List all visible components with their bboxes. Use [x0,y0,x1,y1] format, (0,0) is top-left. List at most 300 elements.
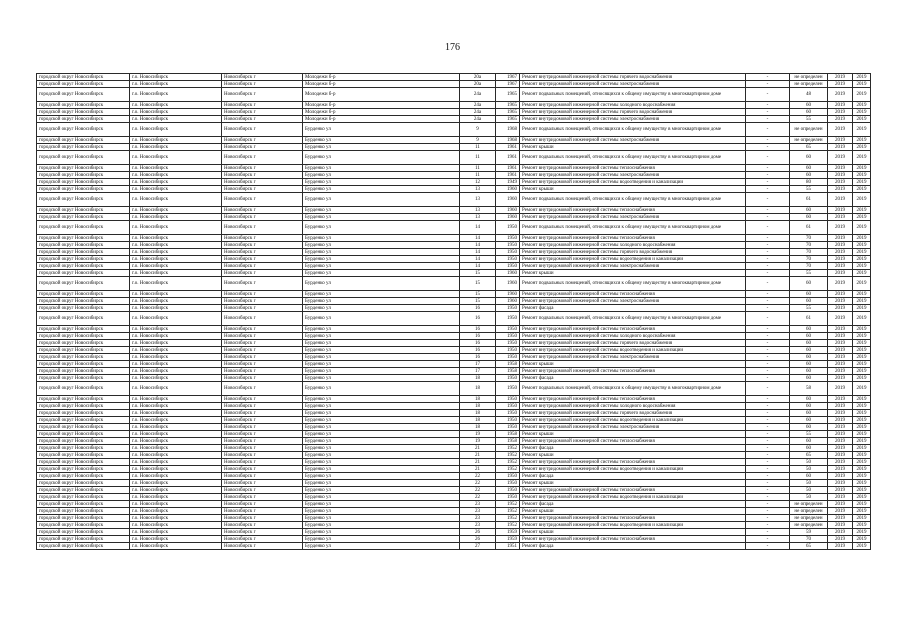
year-built-cell: 1950 [496,340,520,347]
year-from-cell: 2019 [828,137,853,144]
house-number-cell: 11 [460,144,496,151]
settlement-cell: г.о. Новосибирск [130,382,222,396]
year-from-cell: 2019 [828,438,853,445]
year-built-cell: 1950 [496,396,520,403]
cost-cell: 60 [790,214,828,221]
year-to-cell: 2019 [853,116,871,123]
dash-cell: - [746,396,790,403]
house-number-cell: 15 [460,291,496,298]
settlement-cell: г.о. Новосибирск [130,214,222,221]
street-cell: Бурденко ул [303,396,460,403]
house-number-cell: 9 [460,137,496,144]
year-to-cell: 2019 [853,396,871,403]
year-built-cell: 1968 [496,123,520,137]
year-from-cell: 2019 [828,473,853,480]
house-number-cell: 17 [460,361,496,368]
dash-cell: - [746,515,790,522]
municipality-cell: городской округ Новосибирск [37,144,130,151]
locality-cell: Новосибирск г [222,459,303,466]
year-built-cell: 1960 [496,270,520,277]
municipality-cell: городской округ Новосибирск [37,326,130,333]
work-type-cell: Ремонт внутридомовой инженерной системы электроснабжения [520,214,746,221]
municipality-cell: городской округ Новосибирск [37,452,130,459]
locality-cell: Новосибирск г [222,221,303,235]
year-to-cell: 2019 [853,193,871,207]
house-number-cell: 16 [460,333,496,340]
year-to-cell: 2019 [853,494,871,501]
street-cell: Бурденко ул [303,459,460,466]
street-cell: Бурденко ул [303,431,460,438]
year-to-cell: 2019 [853,438,871,445]
house-number-cell: 16 [460,326,496,333]
settlement-cell: г.о. Новосибирск [130,522,222,529]
work-type-cell: Ремонт подвальных помещений, относящихся к общему имуществу в многоквартирном доме [520,151,746,165]
street-cell: Бурденко ул [303,137,460,144]
settlement-cell: г.о. Новосибирск [130,431,222,438]
settlement-cell: г.о. Новосибирск [130,165,222,172]
table-row [37,277,871,291]
cost-cell: 60 [790,333,828,340]
year-from-cell: 2019 [828,452,853,459]
street-cell: Бурденко ул [303,424,460,431]
work-type-cell: Ремонт внутридомовой инженерной системы теплоснабжения [520,326,746,333]
street-cell: Бурденко ул [303,403,460,410]
house-number-cell: 16 [460,305,496,312]
settlement-cell: г.о. Новосибирск [130,403,222,410]
house-number-cell: 14 [460,242,496,249]
dash-cell: - [746,452,790,459]
year-built-cell: 1959 [496,536,520,543]
cost-cell: 70 [790,235,828,242]
house-number-cell: 26 [460,536,496,543]
cost-cell: 70 [790,249,828,256]
work-type-cell: Ремонт внутридомовой инженерной системы горячего водоснабжения [520,249,746,256]
municipality-cell: городской округ Новосибирск [37,270,130,277]
year-to-cell: 2019 [853,165,871,172]
settlement-cell: г.о. Новосибирск [130,81,222,88]
dash-cell: - [746,431,790,438]
table-row [37,172,871,179]
house-number-cell: 11 [460,165,496,172]
settlement-cell: г.о. Новосибирск [130,137,222,144]
table-row [37,193,871,207]
municipality-cell: городской округ Новосибирск [37,193,130,207]
work-type-cell: Ремонт подвальных помещений, относящихся к общему имуществу в многоквартирном доме [520,382,746,396]
table-row [37,508,871,515]
cost-cell: 61 [790,193,828,207]
year-from-cell: 2019 [828,109,853,116]
cost-cell: 60 [790,354,828,361]
dash-cell: - [746,459,790,466]
year-built-cell: 1958 [496,361,520,368]
work-type-cell: Ремонт крыши [520,452,746,459]
year-to-cell: 2019 [853,501,871,508]
work-type-cell: Ремонт крыши [520,361,746,368]
cost-cell: 60 [790,298,828,305]
work-type-cell: Ремонт внутридомовой инженерной системы водоотведения и канализации [520,466,746,473]
cost-cell: 65 [790,543,828,550]
house-number-cell: 12 [460,179,496,186]
house-number-cell: 14 [460,263,496,270]
municipality-cell: городской округ Новосибирск [37,473,130,480]
table-row [37,81,871,88]
work-type-cell: Ремонт подвальных помещений, относящихся к общему имуществу в многоквартирном доме [520,277,746,291]
table-row [37,109,871,116]
year-to-cell: 2019 [853,207,871,214]
settlement-cell: г.о. Новосибирск [130,326,222,333]
municipality-cell: городской округ Новосибирск [37,431,130,438]
dash-cell: - [746,312,790,326]
work-type-cell: Ремонт подвальных помещений, относящихся к общему имуществу в многоквартирном доме [520,123,746,137]
table-row [37,382,871,396]
year-from-cell: 2019 [828,333,853,340]
year-from-cell: 2019 [828,501,853,508]
year-built-cell: 1952 [496,445,520,452]
year-built-cell: 1950 [496,494,520,501]
street-cell: Бурденко ул [303,501,460,508]
settlement-cell: г.о. Новосибирск [130,116,222,123]
locality-cell: Новосибирск г [222,81,303,88]
house-number-cell: 13 [460,193,496,207]
municipality-cell: городской округ Новосибирск [37,312,130,326]
table-row [37,151,871,165]
year-to-cell: 2019 [853,242,871,249]
municipality-cell: городской округ Новосибирск [37,417,130,424]
work-type-cell: Ремонт внутридомовой инженерной системы горячего водоснабжения [520,410,746,417]
municipality-cell: городской округ Новосибирск [37,494,130,501]
year-to-cell: 2019 [853,347,871,354]
work-type-cell: Ремонт внутридомовой инженерной системы электроснабжения [520,263,746,270]
street-cell: Молодежи б-р [303,116,460,123]
locality-cell: Новосибирск г [222,74,303,81]
cost-cell: 60 [790,368,828,375]
year-to-cell: 2019 [853,417,871,424]
settlement-cell: г.о. Новосибирск [130,221,222,235]
settlement-cell: г.о. Новосибирск [130,543,222,550]
settlement-cell: г.о. Новосибирск [130,270,222,277]
year-to-cell: 2019 [853,109,871,116]
street-cell: Бурденко ул [303,340,460,347]
year-to-cell: 2019 [853,186,871,193]
municipality-cell: городской округ Новосибирск [37,116,130,123]
cost-cell: 80 [790,179,828,186]
work-type-cell: Ремонт фасада [520,501,746,508]
house-number-cell: 27 [460,543,496,550]
municipality-cell: городской округ Новосибирск [37,123,130,137]
locality-cell: Новосибирск г [222,109,303,116]
year-from-cell: 2019 [828,207,853,214]
locality-cell: Новосибирск г [222,480,303,487]
year-from-cell: 2019 [828,445,853,452]
municipality-cell: городской округ Новосибирск [37,151,130,165]
locality-cell: Новосибирск г [222,116,303,123]
dash-cell: - [746,368,790,375]
year-built-cell: 1952 [496,466,520,473]
dash-cell: - [746,340,790,347]
cost-cell: 55 [790,116,828,123]
locality-cell: Новосибирск г [222,256,303,263]
year-to-cell: 2019 [853,151,871,165]
settlement-cell: г.о. Новосибирск [130,466,222,473]
municipality-cell: городской округ Новосибирск [37,410,130,417]
table-row [37,410,871,417]
locality-cell: Новосибирск г [222,529,303,536]
year-from-cell: 2019 [828,403,853,410]
work-type-cell: Ремонт внутридомовой инженерной системы холодного водоснабжения [520,102,746,109]
municipality-cell: городской округ Новосибирск [37,536,130,543]
settlement-cell: г.о. Новосибирск [130,452,222,459]
locality-cell: Новосибирск г [222,354,303,361]
table-row [37,347,871,354]
locality-cell: Новосибирск г [222,508,303,515]
cost-cell: 60 [790,347,828,354]
house-number-cell: 22 [460,480,496,487]
settlement-cell: г.о. Новосибирск [130,88,222,102]
settlement-cell: г.о. Новосибирск [130,347,222,354]
year-built-cell: 1950 [496,417,520,424]
cost-cell: 60 [790,277,828,291]
work-type-cell: Ремонт крыши [520,186,746,193]
table-row [37,459,871,466]
year-from-cell: 2019 [828,466,853,473]
work-type-cell: Ремонт внутридомовой инженерной системы теплоснабжения [520,438,746,445]
work-type-cell: Ремонт внутридомовой инженерной системы горячего водоснабжения [520,74,746,81]
house-number-cell: 20а [460,74,496,81]
year-to-cell: 2019 [853,529,871,536]
municipality-cell: городской округ Новосибирск [37,137,130,144]
municipality-cell: городской округ Новосибирск [37,361,130,368]
table-row [37,543,871,550]
house-number-cell: 14 [460,256,496,263]
street-cell: Бурденко ул [303,382,460,396]
year-from-cell: 2019 [828,494,853,501]
municipality-cell: городской округ Новосибирск [37,214,130,221]
street-cell: Бурденко ул [303,193,460,207]
cost-cell: 61 [790,312,828,326]
street-cell: Молодежи б-р [303,88,460,102]
dash-cell: - [746,326,790,333]
year-built-cell: 1950 [496,375,520,382]
cost-cell: 60 [790,340,828,347]
municipality-cell: городской округ Новосибирск [37,242,130,249]
table-row [37,263,871,270]
year-to-cell: 2019 [853,424,871,431]
cost-cell: 60 [790,445,828,452]
settlement-cell: г.о. Новосибирск [130,375,222,382]
year-to-cell: 2019 [853,487,871,494]
work-type-cell: Ремонт внутридомовой инженерной системы теплоснабжения [520,235,746,242]
work-type-cell: Ремонт внутридомовой инженерной системы холодного водоснабжения [520,333,746,340]
settlement-cell: г.о. Новосибирск [130,494,222,501]
dash-cell: - [746,193,790,207]
year-built-cell: 1960 [496,207,520,214]
locality-cell: Новосибирск г [222,333,303,340]
work-type-cell: Ремонт крыши [520,270,746,277]
table-row [37,242,871,249]
dash-cell: - [746,536,790,543]
year-to-cell: 2019 [853,291,871,298]
table-row [37,354,871,361]
year-built-cell: 1950 [496,382,520,396]
house-number-cell: 13 [460,214,496,221]
locality-cell: Новосибирск г [222,424,303,431]
table-row [37,403,871,410]
dash-cell: - [746,424,790,431]
year-from-cell: 2019 [828,263,853,270]
municipality-cell: городской округ Новосибирск [37,368,130,375]
dash-cell: - [746,221,790,235]
street-cell: Бурденко ул [303,172,460,179]
dash-cell: - [746,74,790,81]
work-type-cell: Ремонт фасада [520,473,746,480]
locality-cell: Новосибирск г [222,270,303,277]
street-cell: Бурденко ул [303,312,460,326]
year-to-cell: 2019 [853,452,871,459]
settlement-cell: г.о. Новосибирск [130,529,222,536]
table-row [37,74,871,81]
locality-cell: Новосибирск г [222,452,303,459]
cost-cell: 70 [790,242,828,249]
year-built-cell: 1950 [496,249,520,256]
house-number-cell: 17 [460,368,496,375]
cost-cell: 60 [790,165,828,172]
settlement-cell: г.о. Новосибирск [130,354,222,361]
cost-cell: 60 [790,207,828,214]
settlement-cell: г.о. Новосибирск [130,410,222,417]
year-to-cell: 2019 [853,263,871,270]
table-row [37,452,871,459]
house-number-cell: 23 [460,522,496,529]
municipality-cell: городской округ Новосибирск [37,165,130,172]
work-type-cell: Ремонт внутридомовой инженерной системы горячего водоснабжения [520,109,746,116]
year-built-cell: 1950 [496,347,520,354]
dash-cell: - [746,508,790,515]
table-row [37,179,871,186]
house-number-cell: 26 [460,529,496,536]
dash-cell: - [746,144,790,151]
locality-cell: Новосибирск г [222,361,303,368]
table-row [37,123,871,137]
municipality-cell: городской округ Новосибирск [37,347,130,354]
street-cell: Бурденко ул [303,235,460,242]
municipality-cell: городской округ Новосибирск [37,88,130,102]
cost-cell: 50 [790,459,828,466]
work-type-cell: Ремонт внутридомовой инженерной системы теплоснабжения [520,515,746,522]
settlement-cell: г.о. Новосибирск [130,438,222,445]
table-row [37,445,871,452]
cost-cell: не определен [790,501,828,508]
house-number-cell: 11 [460,172,496,179]
street-cell: Молодежи б-р [303,109,460,116]
work-type-cell: Ремонт внутридомовой инженерной системы горячего водоснабжения [520,340,746,347]
year-built-cell: 1950 [496,333,520,340]
municipality-cell: городской округ Новосибирск [37,375,130,382]
street-cell: Бурденко ул [303,186,460,193]
settlement-cell: г.о. Новосибирск [130,242,222,249]
table-row [37,165,871,172]
year-to-cell: 2019 [853,403,871,410]
year-to-cell: 2019 [853,137,871,144]
year-from-cell: 2019 [828,123,853,137]
dash-cell: - [746,410,790,417]
municipality-cell: городской округ Новосибирск [37,340,130,347]
locality-cell: Новосибирск г [222,445,303,452]
street-cell: Бурденко ул [303,480,460,487]
work-type-cell: Ремонт внутридомовой инженерной системы водоотведения и канализации [520,347,746,354]
municipality-cell: городской округ Новосибирск [37,249,130,256]
street-cell: Бурденко ул [303,305,460,312]
table-row [37,186,871,193]
year-from-cell: 2019 [828,214,853,221]
year-from-cell: 2019 [828,298,853,305]
street-cell: Бурденко ул [303,207,460,214]
street-cell: Бурденко ул [303,466,460,473]
year-built-cell: 1950 [496,263,520,270]
settlement-cell: г.о. Новосибирск [130,207,222,214]
municipality-cell: городской округ Новосибирск [37,291,130,298]
cost-cell: не определен [790,74,828,81]
year-from-cell: 2019 [828,487,853,494]
year-to-cell: 2019 [853,480,871,487]
locality-cell: Новосибирск г [222,123,303,137]
cost-cell: 60 [790,417,828,424]
table-row [37,312,871,326]
year-built-cell: 1960 [496,291,520,298]
municipality-cell: городской округ Новосибирск [37,543,130,550]
dash-cell: - [746,375,790,382]
dash-cell: - [746,256,790,263]
register-rows [37,74,871,550]
house-number-cell: 23 [460,515,496,522]
settlement-cell: г.о. Новосибирск [130,263,222,270]
settlement-cell: г.о. Новосибирск [130,473,222,480]
year-from-cell: 2019 [828,277,853,291]
street-cell: Бурденко ул [303,473,460,480]
street-cell: Бурденко ул [303,417,460,424]
street-cell: Бурденко ул [303,522,460,529]
house-number-cell: 23 [460,508,496,515]
work-type-cell: Ремонт внутридомовой инженерной системы теплоснабжения [520,487,746,494]
house-number-cell: 15 [460,298,496,305]
table-row [37,214,871,221]
cost-cell: не определен [790,81,828,88]
dash-cell: - [746,123,790,137]
table-row [37,144,871,151]
house-number-cell: 18 [460,403,496,410]
year-from-cell: 2019 [828,396,853,403]
settlement-cell: г.о. Новосибирск [130,396,222,403]
street-cell: Бурденко ул [303,347,460,354]
house-number-cell: 14 [460,221,496,235]
locality-cell: Новосибирск г [222,277,303,291]
municipality-cell: городской округ Новосибирск [37,508,130,515]
cost-cell: 55 [790,270,828,277]
house-number-cell: 24а [460,109,496,116]
settlement-cell: г.о. Новосибирск [130,368,222,375]
year-from-cell: 2019 [828,186,853,193]
year-to-cell: 2019 [853,536,871,543]
year-built-cell: 1958 [496,431,520,438]
settlement-cell: г.о. Новосибирск [130,480,222,487]
year-built-cell: 1952 [496,501,520,508]
year-to-cell: 2019 [853,368,871,375]
dash-cell: - [746,445,790,452]
work-type-cell: Ремонт внутридомовой инженерной системы электроснабжения [520,172,746,179]
house-number-cell: 19 [460,431,496,438]
cost-cell: 48 [790,88,828,102]
year-to-cell: 2019 [853,375,871,382]
dash-cell: - [746,522,790,529]
